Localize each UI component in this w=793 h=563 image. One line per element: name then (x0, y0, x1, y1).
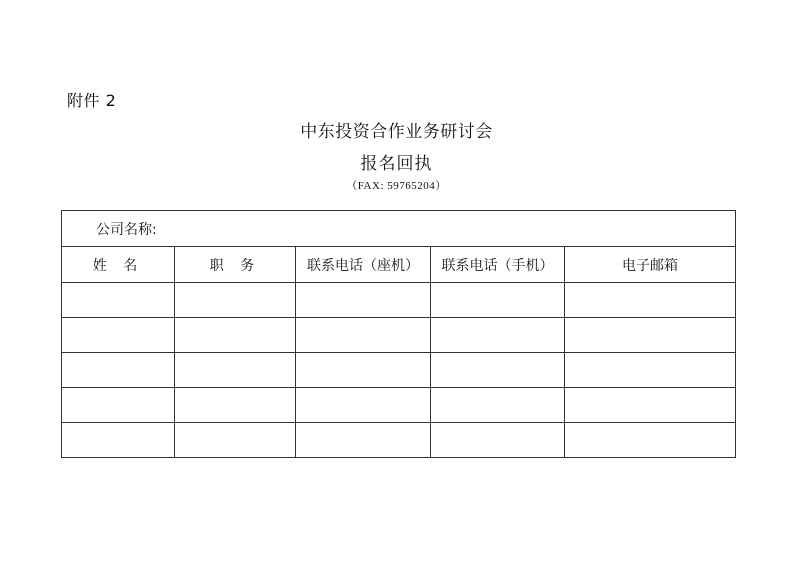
landline-cell[interactable] (296, 353, 431, 388)
mobile-cell[interactable] (431, 353, 565, 388)
mobile-cell[interactable] (431, 388, 565, 423)
document-title: 中东投资合作业务研讨会 (300, 122, 493, 142)
landline-cell[interactable] (296, 283, 431, 318)
email-cell[interactable] (565, 423, 736, 458)
document-subtitle: 报名回执 (360, 154, 433, 174)
attachment-label: 附件 2 (67, 91, 117, 110)
name-cell[interactable] (62, 318, 175, 353)
table-row (62, 388, 736, 423)
position-cell[interactable] (175, 353, 296, 388)
name-cell[interactable] (62, 353, 175, 388)
name-cell[interactable] (62, 423, 175, 458)
email-cell[interactable] (565, 283, 736, 318)
header-email: 电子邮箱 (565, 247, 736, 283)
table-row (62, 353, 736, 388)
landline-cell[interactable] (296, 318, 431, 353)
fax-number: （FAX: 59765204） (346, 180, 447, 192)
header-landline: 联系电话（座机） (296, 247, 431, 283)
table-row (62, 423, 736, 458)
landline-cell[interactable] (296, 423, 431, 458)
position-cell[interactable] (175, 388, 296, 423)
email-cell[interactable] (565, 353, 736, 388)
position-cell[interactable] (175, 423, 296, 458)
name-cell[interactable] (62, 388, 175, 423)
table-header-row (62, 247, 736, 283)
mobile-cell[interactable] (431, 423, 565, 458)
position-cell[interactable] (175, 283, 296, 318)
mobile-cell[interactable] (431, 283, 565, 318)
header-name: 姓 名 (62, 247, 175, 283)
blank-rows (62, 283, 736, 458)
email-cell[interactable] (565, 318, 736, 353)
registration-form-table (61, 210, 736, 458)
position-cell[interactable] (175, 318, 296, 353)
header-mobile: 联系电话（手机） (431, 247, 565, 283)
landline-cell[interactable] (296, 388, 431, 423)
header-position: 职 务 (175, 247, 296, 283)
table-row (62, 283, 736, 318)
email-cell[interactable] (565, 388, 736, 423)
mobile-cell[interactable] (431, 318, 565, 353)
company-name-row (62, 211, 736, 247)
name-cell[interactable] (62, 283, 175, 318)
company-name-label[interactable]: 公司名称: (62, 211, 736, 247)
table-row (62, 318, 736, 353)
